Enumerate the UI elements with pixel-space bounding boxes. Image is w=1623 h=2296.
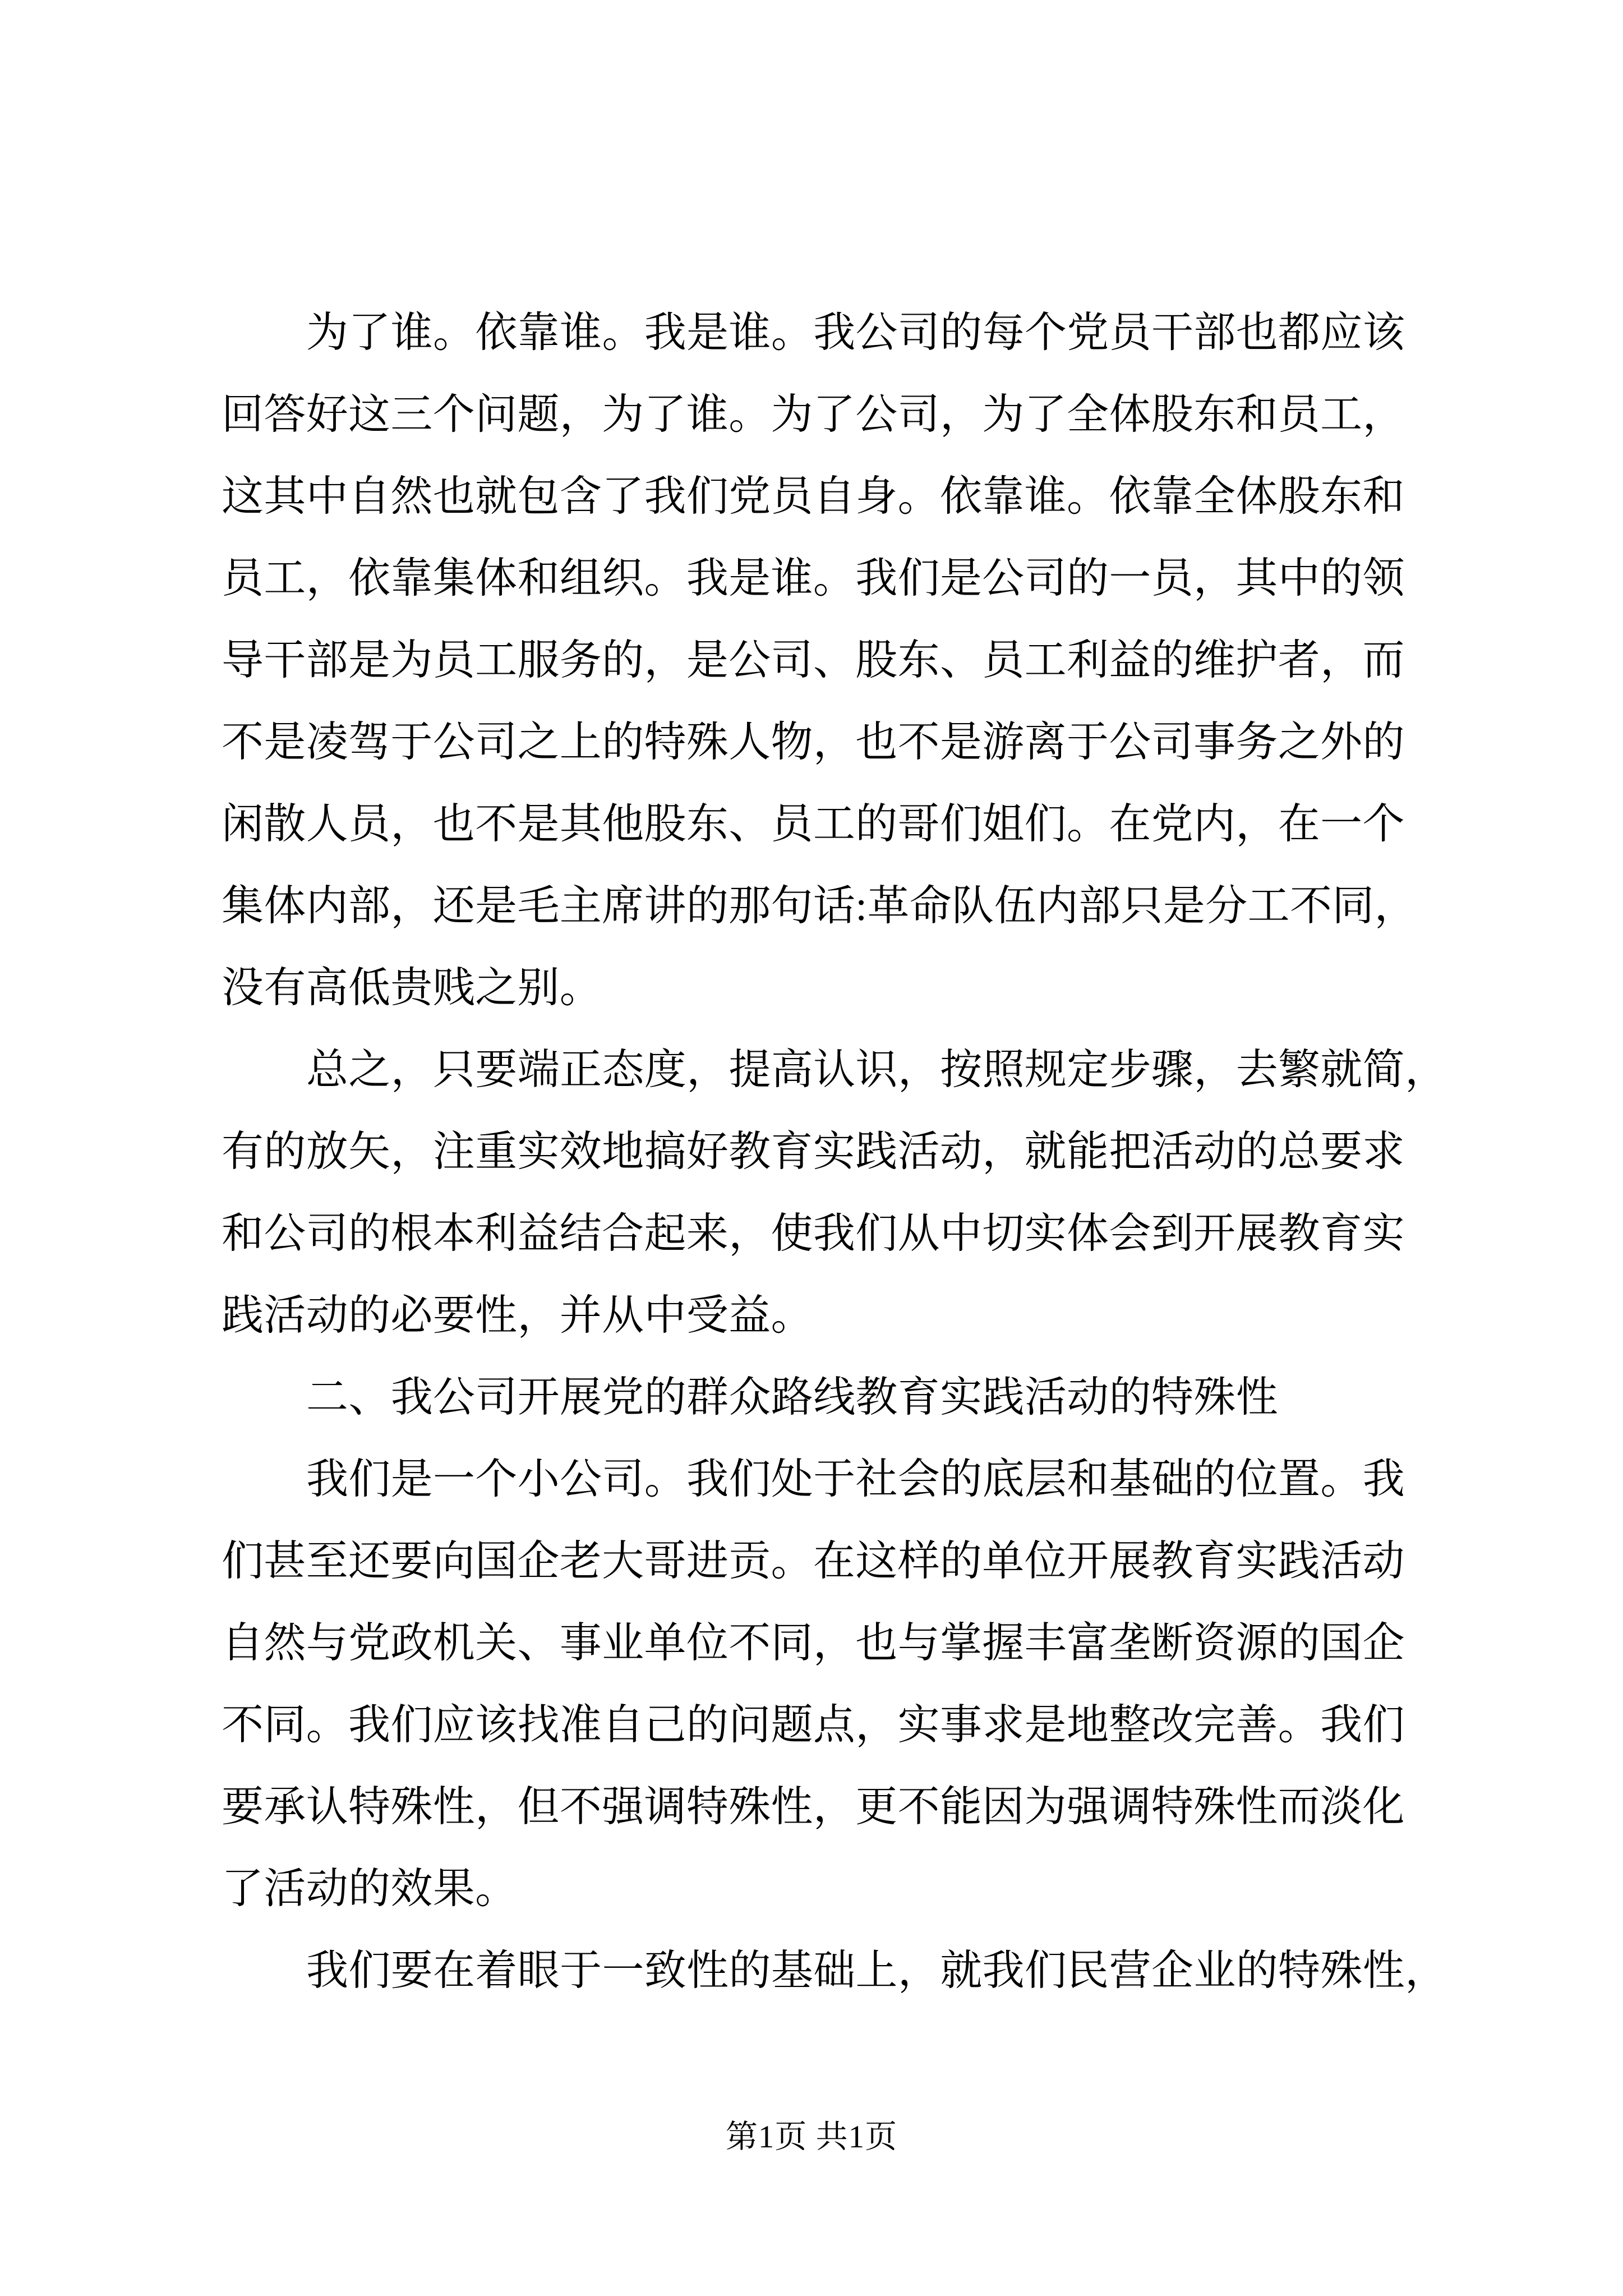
page-number: 第1页 共1页 [725,2119,898,2155]
text-line: 不是凌驾于公司之上的特殊人物，也不是游离于公司事务之外的 [222,719,1405,766]
text-line: 自然与党政机关、事业单位不同，也与掌握丰富垄断资源的国企 [222,1620,1405,1667]
text-line: 闲散人员，也不是其他股东、员工的哥们姐们。在党内，在一个 [222,801,1405,848]
text-line: 员工，依靠集体和组织。我是谁。我们是公司的一员，其中的领 [222,555,1405,602]
text-line: 和公司的根本利益结合起来，使我们从中切实体会到开展教育实 [222,1211,1405,1257]
document-body [222,292,1447,2012]
text-line: 这其中自然也就包含了我们党员自身。依靠谁。依靠全体股东和 [222,473,1405,520]
text-line: 了活动的效果。 [222,1866,518,1912]
text-line: 要承认特殊性，但不强调特殊性，更不能因为强调特殊性而淡化 [222,1784,1405,1830]
section-heading: 二、我公司开展党的群众路线教育实践活动的特殊性 [306,1374,1279,1421]
text-line: 我们要在着眼于一致性的基础上，就我们民营企业的特殊性， [306,1948,1447,1994]
text-line: 集体内部，还是毛主席讲的那句话:革命队伍内部只是分工不同， [222,883,1417,930]
text-line: 我们是一个小公司。我们处于社会的底层和基础的位置。我 [306,1456,1405,1503]
text-line: 践活动的必要性，并从中受益。 [222,1292,813,1339]
text-line: 有的放矢，注重实效地搞好教育实践活动，就能把活动的总要求 [222,1129,1405,1175]
text-line: 不同。我们应该找准自己的问题点，实事求是地整改完善。我们 [222,1702,1405,1749]
text-line: 回答好这三个问题，为了谁。为了公司，为了全体股东和员工， [222,392,1405,438]
text-line: 们甚至还要向国企老大哥进贡。在这样的单位开展教育实践活动 [222,1538,1405,1585]
text-line: 导干部是为员工服务的，是公司、股东、员工利益的维护者，而 [222,637,1405,684]
text-line: 为了谁。依靠谁。我是谁。我公司的每个党员干部也都应该 [306,310,1405,356]
text-line: 总之，只要端正态度，提高认识，按照规定步骤，去繁就简， [306,1047,1447,1093]
text-line: 没有高低贵贱之别。 [222,965,602,1011]
page-footer [0,2119,1623,2155]
